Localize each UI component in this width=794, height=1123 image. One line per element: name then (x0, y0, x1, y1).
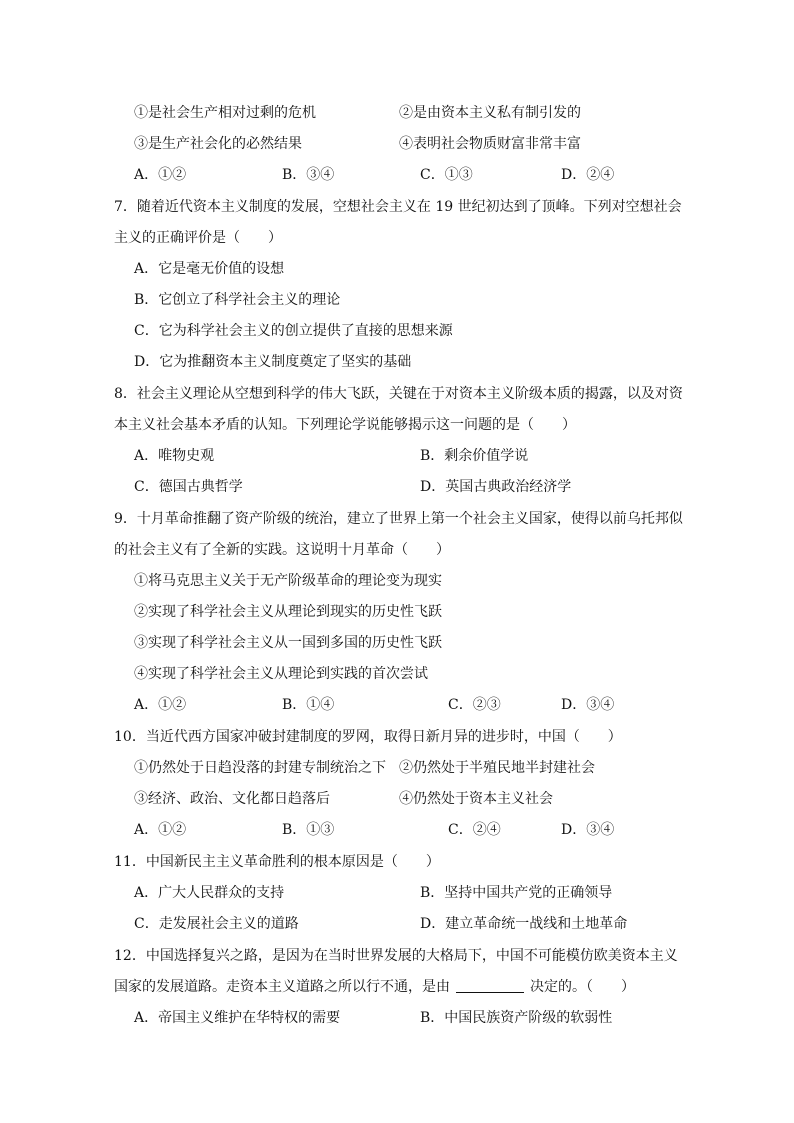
q9-stem-line-1: 9．十月革命推翻了资产阶级的统治，建立了世界上第一个社会主义国家，使得以前乌托邦似 (114, 511, 683, 527)
q10-choice-a[interactable]: A．①② (134, 822, 187, 838)
q10-statement-1: ①仍然处于日趋没落的封建专制统治之下 (134, 760, 386, 776)
q11-option-b[interactable]: B．坚持中国共产党的正确领导 (420, 885, 613, 901)
q11-option-c[interactable]: C．走发展社会主义的道路 (134, 916, 299, 932)
q10-choice-b[interactable]: B．①③ (282, 822, 335, 838)
q7-option-b[interactable]: B．它创立了科学社会主义的理论 (134, 292, 341, 308)
q9-choice-d[interactable]: D．③④ (561, 697, 615, 713)
q6-choice-d[interactable]: D．②④ (561, 167, 615, 183)
q7-option-a[interactable]: A．它是毫无价值的设想 (134, 261, 285, 277)
q12-option-b[interactable]: B．中国民族资产阶级的软弱性 (420, 1010, 613, 1026)
q12-answer-blank[interactable] (456, 978, 524, 993)
q10-statement-4: ④仍然处于资本主义社会 (399, 791, 553, 807)
q9-statement-2: ②实现了科学社会主义从理论到现实的历史性飞跃 (134, 604, 442, 620)
q8-option-c[interactable]: C．德国古典哲学 (134, 479, 243, 495)
q10-choice-c[interactable]: C．②④ (448, 822, 501, 838)
q10-statement-3: ③经济、政治、文化都日趋落后 (134, 791, 330, 807)
q11-option-d[interactable]: D．建立革命统一战线和土地革命 (420, 916, 628, 932)
q8-option-a[interactable]: A．唯物史观 (134, 448, 215, 464)
q6-statement-4: ④表明社会物质财富非常丰富 (399, 136, 581, 152)
q6-choice-b[interactable]: B．③④ (282, 167, 335, 183)
q8-stem-line-2: 本主义社会基本矛盾的认知。下列理论学说能够揭示这一问题的是（ ） (114, 417, 576, 433)
q7-option-d[interactable]: D．它为推翻资本主义制度奠定了坚实的基础 (134, 354, 412, 370)
q12-option-a[interactable]: A．帝国主义维护在华特权的需要 (134, 1010, 341, 1026)
q6-statement-1: ①是社会生产相对过剩的危机 (134, 105, 316, 121)
q9-choice-a[interactable]: A．①② (134, 697, 187, 713)
q7-stem-line-1: 7．随着近代资本主义制度的发展，空想社会主义在 19 世纪初达到了顶峰。下列对空想社会 (114, 199, 682, 215)
q9-statement-3: ③实现了科学社会主义从一国到多国的历史性飞跃 (134, 635, 442, 651)
q12-stem-part-1: 国家的发展道路。走资本主义道路之所以行不通，是由 (114, 979, 450, 995)
q7-option-c[interactable]: C．它为科学社会主义的创立提供了直接的思想来源 (134, 323, 453, 339)
q11-option-a[interactable]: A．广大人民群众的支持 (134, 885, 285, 901)
q12-stem-part-2: 决定的。（ ） (530, 979, 635, 995)
q7-stem-line-2: 主义的正确评价是（ ） (114, 230, 282, 246)
q6-choice-c[interactable]: C．①③ (420, 167, 473, 183)
q10-choice-d[interactable]: D．③④ (561, 822, 615, 838)
q9-statement-1: ①将马克思主义关于无产阶级革命的理论变为现实 (134, 573, 442, 589)
q9-statement-4: ④实现了科学社会主义从理论到实践的首次尝试 (134, 666, 428, 682)
q11-stem-line-1: 11．中国新民主主义革命胜利的根本原因是（ ） (114, 854, 440, 870)
q12-stem-line-2 (114, 977, 635, 997)
q8-option-d[interactable]: D．英国古典政治经济学 (420, 479, 572, 495)
q6-statement-3: ③是生产社会化的必然结果 (134, 136, 302, 152)
q6-statement-2: ②是由资本主义私有制引发的 (399, 105, 581, 121)
q10-stem-line-1: 10．当近代西方国家冲破封建制度的罗网，取得日新月异的进步时，中国（ ） (114, 729, 622, 745)
q9-choice-c[interactable]: C．②③ (448, 697, 501, 713)
q9-stem-line-2: 的社会主义有了全新的实践。这说明十月革命（ ） (114, 542, 450, 558)
q8-option-b[interactable]: B．剩余价值学说 (420, 448, 529, 464)
q6-choice-a[interactable]: A．①② (134, 167, 187, 183)
q9-choice-b[interactable]: B．①④ (282, 697, 335, 713)
q12-stem-line-1: 12．中国选择复兴之路，是因为在当时世界发展的大格局下，中国不可能模仿欧美资本主义 (114, 948, 678, 964)
q8-stem-line-1: 8．社会主义理论从空想到科学的伟大飞跃，关键在于对资本主义阶级本质的揭露，以及对资 (114, 386, 683, 402)
q10-statement-2: ②仍然处于半殖民地半封建社会 (399, 760, 595, 776)
